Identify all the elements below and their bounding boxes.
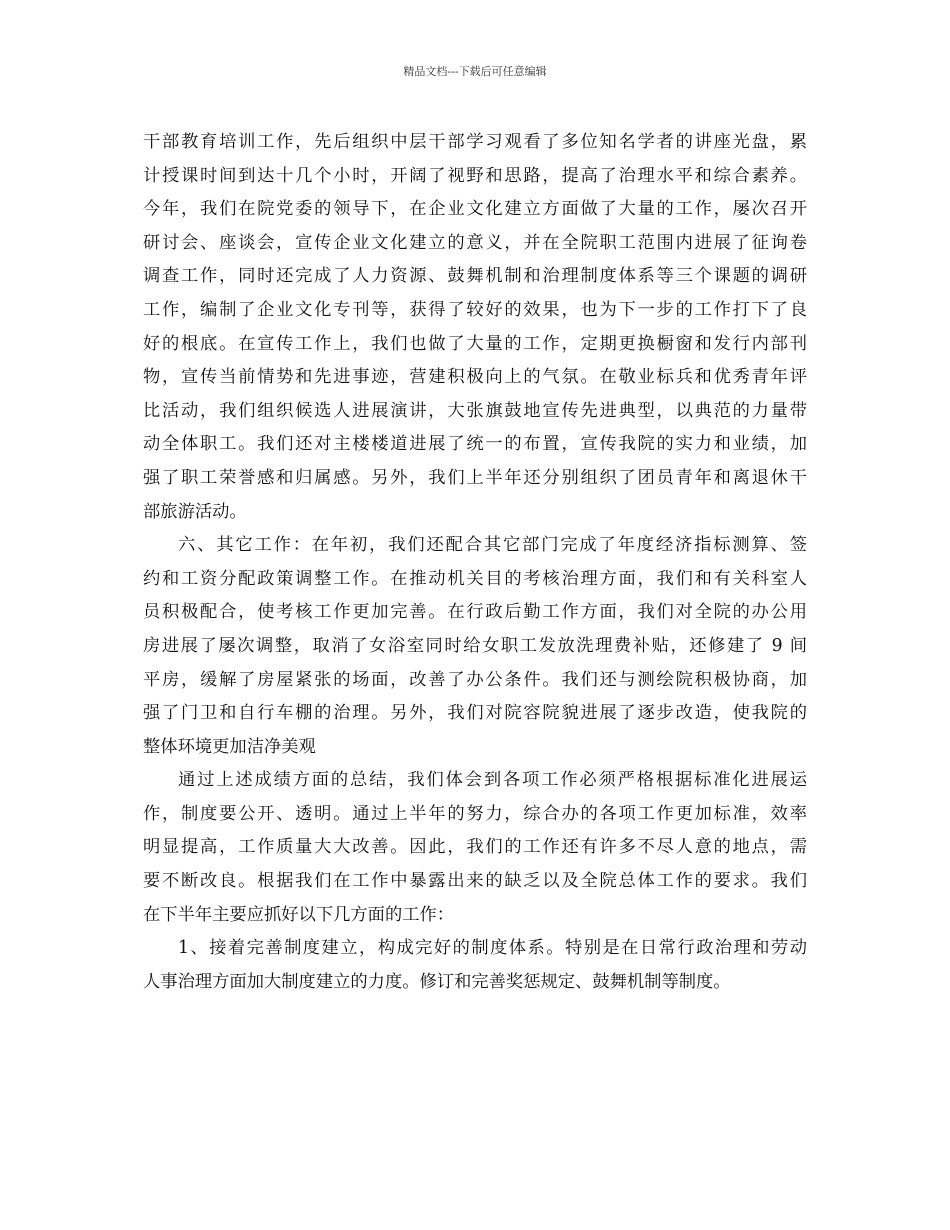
- text-line: 干部教育培训工作，先后组织中层干部学习观看了多位知名学者的讲座光盘，累: [143, 132, 807, 152]
- text-line: 研讨会、座谈会，宣传企业文化建立的意义，并在全院职工范围内进展了征询卷: [143, 232, 807, 253]
- paragraph-start-line: 1、接着完善制度建立，构成完好的制度体系。特别是在日常行政治理和劳动: [178, 938, 807, 959]
- text-line: 人事治理方面加大制度建立的力度。修订和完善奖惩规定、鼓舞机制等制度。: [143, 971, 731, 992]
- text-line: 计授课时间到达十几个小时，开阔了视野和思路，提高了治理水平和综合素养。: [143, 165, 807, 186]
- text-line: 动全体职工。我们还对主楼楼道进展了统一的布置，宣传我院的实力和业绩，加: [143, 434, 807, 455]
- page-header: 精品文档---下载后可任意编辑: [403, 65, 547, 78]
- text-line: 作，制度要公开、透明。通过上半年的努力，综合办的各项工作更加标准，效率: [143, 803, 807, 824]
- text-line: 部旅游活动。: [143, 501, 247, 522]
- text-line: 好的根底。在宣传工作上，我们也做了大量的工作，定期更换橱窗和发行内部刊: [143, 333, 807, 354]
- text-line: 物，宣传当前情势和先进事迹，营建积极向上的气氛。在敬业标兵和优秀青年评: [143, 367, 807, 388]
- text-line: 今年，我们在院党委的领导下，在企业文化建立方面做了大量的工作，屡次召开: [143, 199, 807, 220]
- paragraph-start-line: 六、其它工作：在年初，我们还配合其它部门完成了年度经济指标测算、签: [178, 535, 807, 556]
- text-line: 明显提高，工作质量大大改善。因此，我们的工作还有许多不尽人意的地点，需: [143, 837, 807, 858]
- text-line: 员积极配合，使考核工作更加完善。在行政后勤工作方面，我们对全院的办公用: [143, 602, 807, 623]
- text-line: 整体环境更加洁净美观: [143, 736, 316, 757]
- text-line: 房进展了屡次调整，取消了女浴室同时给女职工发放洗理费补贴，还修建了 9 间: [143, 635, 807, 656]
- text-line: 工作，编制了企业文化专刊等，获得了较好的效果，也为下一步的工作打下了良: [143, 299, 807, 320]
- text-line: 平房，缓解了房屋紧张的场面，改善了办公条件。我们还与测绘院积极协商，加: [143, 669, 807, 690]
- text-line: 约和工资分配政策调整工作。在推动机关目的考核治理方面，我们和有关科室人: [143, 568, 807, 589]
- text-line: 要不断改良。根据我们在工作中暴露出来的缺乏以及全院总体工作的要求。我们: [143, 871, 807, 892]
- text-line: 调查工作，同时还完成了人力资源、鼓舞机制和治理制度体系等三个课题的调研: [143, 266, 807, 287]
- paragraph-start-line: 通过上述成绩方面的总结，我们体会到各项工作必须严格根据标准化进展运: [178, 770, 807, 791]
- text-line: 比活动，我们组织候选人进展演讲，大张旗鼓地宣传先进典型，以典范的力量带: [143, 400, 807, 421]
- document-body: [143, 126, 807, 999]
- text-line: 在下半年主要应抓好以下几方面的工作：: [143, 904, 455, 925]
- text-line: 强了门卫和自行车棚的治理。另外，我们对院容院貌进展了逐步改造，使我院的: [143, 703, 807, 724]
- text-line: 强了职工荣誉感和归属感。另外，我们上半年还分别组织了团员青年和离退休干: [143, 467, 807, 488]
